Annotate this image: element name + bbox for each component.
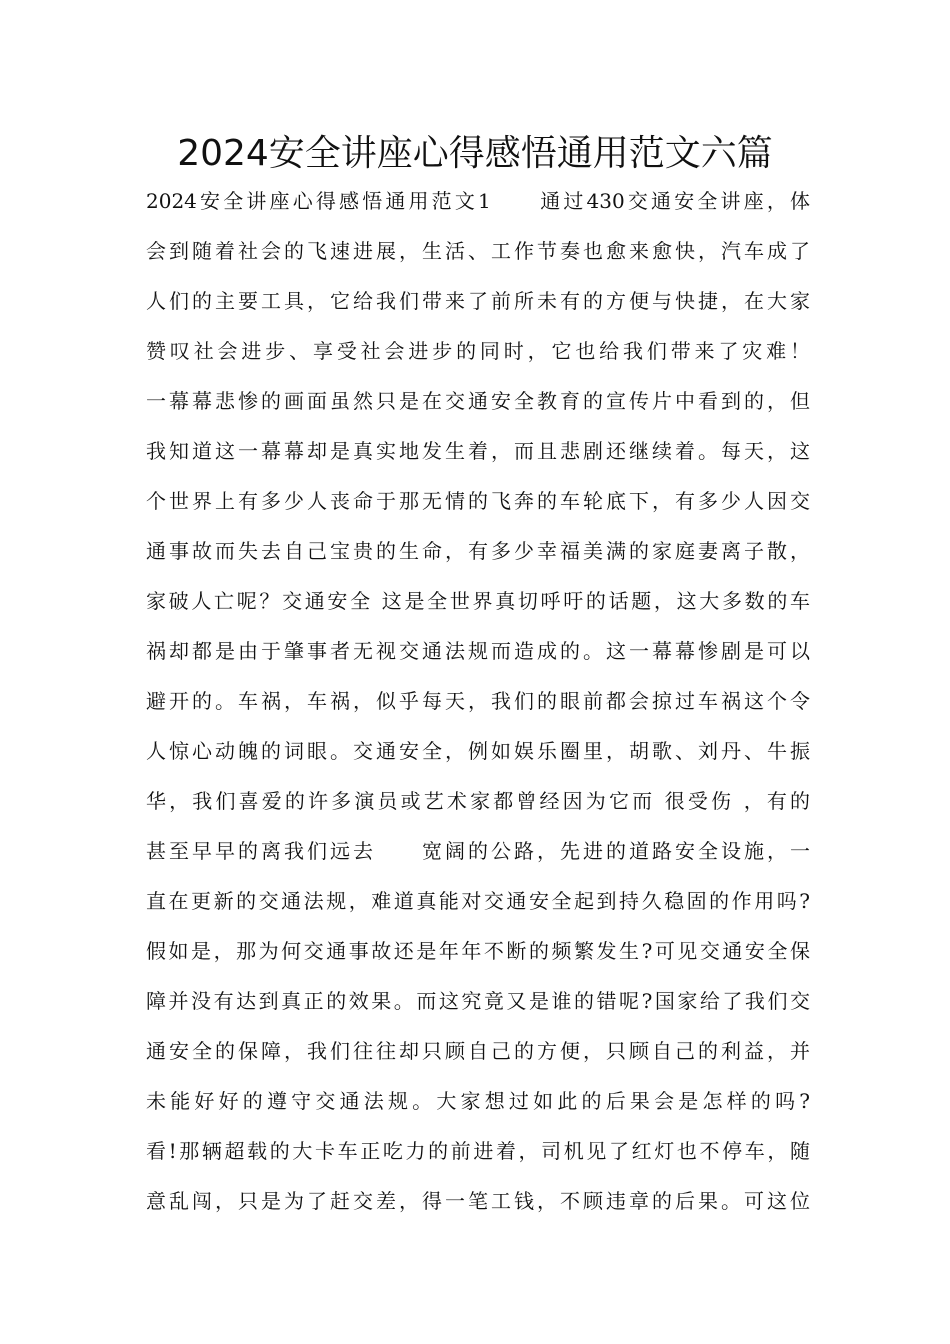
body-line: 障并没有达到真正的效果。而这究竟又是谁的错呢?国家给了我们交 xyxy=(146,989,810,1013)
body-line: 赞叹社会进步、享受社会进步的同时，它也给我们带来了灾难！ xyxy=(146,339,810,363)
body-line: 直在更新的交通法规，难道真能对交通安全起到持久稳固的作用吗? xyxy=(146,889,810,913)
body-line: 2024安全讲座心得感悟通用范文1 通过430交通安全讲座，体 xyxy=(146,189,810,213)
body-line: 祸却都是由于肇事者无视交通法规而造成的。这一幕幕惨剧是可以 xyxy=(146,639,810,663)
body-line: 个世界上有多少人丧命于那无情的飞奔的车轮底下，有多少人因交 xyxy=(146,489,810,513)
document-title: 2024安全讲座心得感悟通用范文六篇 xyxy=(177,133,773,174)
document-body xyxy=(146,181,810,1231)
body-line: 我知道这一幕幕却是真实地发生着，而且悲剧还继续着。每天，这 xyxy=(146,439,810,463)
body-line: 假如是，那为何交通事故还是年年不断的频繁发生?可见交通安全保 xyxy=(146,939,810,963)
body-line: 家破人亡呢？交通安全 这是全世界真切呼吁的话题，这大多数的车 xyxy=(146,589,810,613)
body-line: 会到随着社会的飞速进展，生活、工作节奏也愈来愈快，汽车成了 xyxy=(146,239,810,263)
body-line: 甚至早早的离我们远去 宽阔的公路，先进的道路安全设施，一 xyxy=(146,839,810,863)
body-line: 一幕幕悲惨的画面虽然只是在交通安全教育的宣传片中看到的，但 xyxy=(146,389,810,413)
body-line: 通事故而失去自己宝贵的生命，有多少幸福美满的家庭妻离子散， xyxy=(146,539,810,563)
body-line: 看!那辆超载的大卡车正吃力的前进着，司机见了红灯也不停车，随 xyxy=(146,1139,810,1163)
body-line: 意乱闯，只是为了赶交差，得一笔工钱，不顾违章的后果。可这位 xyxy=(146,1189,810,1213)
body-line: 人惊心动魄的词眼。交通安全，例如娱乐圈里，胡歌、刘丹、牛振 xyxy=(146,739,810,763)
body-line: 避开的。车祸，车祸，似乎每天，我们的眼前都会掠过车祸这个令 xyxy=(146,689,810,713)
body-line: 通安全的保障，我们往往却只顾自己的方便，只顾自己的利益，并 xyxy=(146,1039,810,1063)
body-line: 华，我们喜爱的许多演员或艺术家都曾经因为它而 很受伤 ，有的 xyxy=(146,789,810,813)
body-line: 人们的主要工具，它给我们带来了前所未有的方便与快捷，在大家 xyxy=(146,289,810,313)
body-line: 未能好好的遵守交通法规。大家想过如此的后果会是怎样的吗? xyxy=(146,1089,810,1113)
